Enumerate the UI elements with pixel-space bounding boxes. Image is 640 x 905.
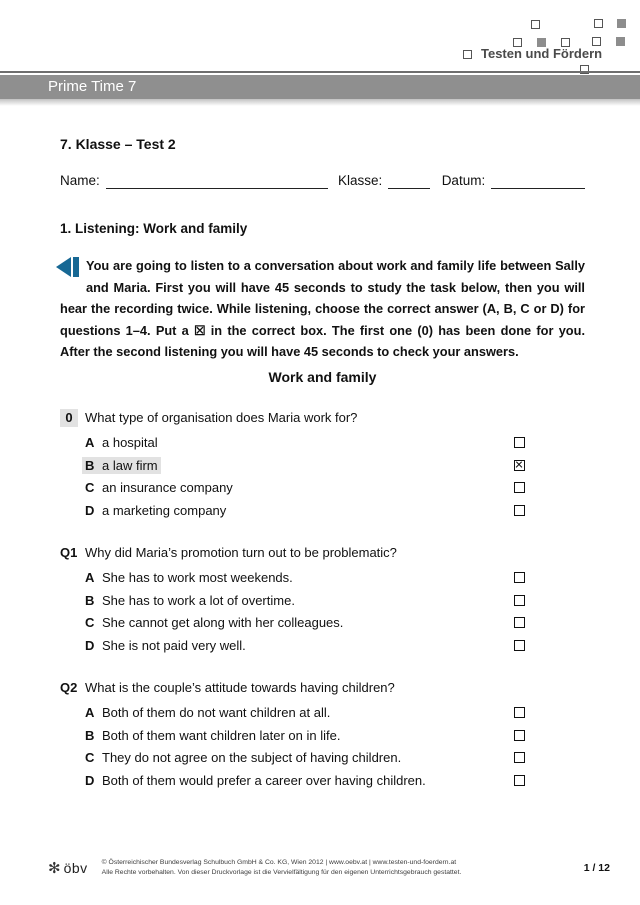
datum-field[interactable] [491,173,585,189]
option-label: B She has to work a lot of overtime. [85,592,295,608]
header-bar [0,75,640,99]
option-label: A Both of them do not want children at all. [85,705,331,721]
copyright-text [102,858,462,877]
copyright-line2: Alle Rechte vorbehalten. Von dieser Druckvorlage ist die Vervielfältigung für den eigenen Unterrichtsgebrauch gestattet. [101,868,462,876]
question-text: What is the couple’s attitude towards having children? [85,679,395,695]
question-text: Why did Maria’s promotion turn out to be problematic? [85,544,397,560]
content-area [60,104,585,792]
answer-checkbox[interactable] [514,752,525,763]
answer-checkbox[interactable] [514,730,525,741]
question-number: Q2 [60,679,78,695]
listening-instructions [60,255,585,363]
question-2 [60,679,585,792]
option-label-highlighted: B a law firm [82,457,161,474]
option-label: C She cannot get along with her colleagues. [85,615,344,631]
option-row [60,634,585,657]
option-label: B Both of them want children later on in life. [85,727,341,743]
task-title: Work and family [268,368,377,385]
header-rule [0,71,640,73]
section-title: 1. Listening: Work and family [60,221,248,236]
option-row [60,432,585,455]
question-header [60,409,585,427]
option-label: A a hospital [85,435,158,451]
question-number: Q1 [60,544,78,560]
answer-checkbox[interactable] [514,595,525,606]
logo-square-icon [594,19,603,28]
answer-checkbox[interactable] [514,707,525,718]
book-title: Prime Time 7 [48,78,137,95]
option-label: D She is not paid very well. [85,637,246,653]
name-field[interactable] [106,173,328,189]
question-1 [60,544,585,657]
instructions-text: You are going to listen to a conversation about work and family life between Sally and Maria. First you will have 45 seconds to study the task below, then you will hear the recording twice. While listening, choose the correct answer (A, B, C or D) for questions 1–4. Put a ☒ in the correct box. The first one (0) has been done for you. After the second listening you will have 45 seconds to check your answers. [60,258,585,359]
option-label: D a marketing company [85,502,227,518]
logo-square-icon [617,19,626,28]
answer-checkbox[interactable] [514,505,525,516]
speaker-icon [56,257,80,277]
page-footer [48,858,610,877]
option-row [60,724,585,747]
option-label: D Both of them would prefer a career over having children. [85,772,426,788]
question-0 [60,409,585,522]
option-row [60,747,585,770]
logo-square-icon [463,50,472,59]
logo-square-icon [531,20,540,29]
option-row [60,589,585,612]
answer-checkbox[interactable] [514,775,525,786]
obv-star-icon: ✻ [48,859,61,877]
answer-checkbox[interactable] [514,617,525,628]
option-row [60,702,585,725]
obv-wordmark: öbv [63,859,88,876]
question-text: What type of organisation does Maria work for? [85,409,358,425]
option-label: C an insurance company [85,480,233,496]
answer-checkbox[interactable] [514,437,525,448]
copyright-line1: © Österreichischer Bundesverlag Schulbuch GmbH & Co. KG, Wien 2012 | www.oebv.at | www.testen-und-foerdern.at [101,859,457,866]
option-row [60,454,585,477]
logo-square-icon [616,37,625,46]
option-label: A She has to work most weekends. [85,570,293,586]
option-row [60,499,585,522]
test-title: 7. Klasse – Test 2 [60,136,176,152]
page-number: 1 / 12 [583,861,610,874]
answer-checkbox[interactable] [514,482,525,493]
answer-checkbox-checked[interactable] [514,460,525,471]
klasse-field[interactable] [388,173,429,189]
answer-checkbox[interactable] [514,640,525,651]
obv-logo [48,859,88,877]
question-number: 0 [60,409,85,427]
answer-checkbox[interactable] [514,572,525,583]
question-header [60,679,585,697]
logo-square-icon [592,37,601,46]
student-fields [60,172,585,189]
option-label: C They do not agree on the subject of having children. [85,750,402,766]
klasse-label: Klasse: [337,173,383,188]
option-row [60,612,585,635]
question-header [60,544,585,562]
brand-name: Testen und Fördern [481,46,603,61]
datum-label: Datum: [441,173,486,188]
brand-logo [0,0,640,75]
option-row [60,567,585,590]
name-label: Name: [60,173,100,188]
option-row [60,477,585,500]
option-row [60,769,585,792]
